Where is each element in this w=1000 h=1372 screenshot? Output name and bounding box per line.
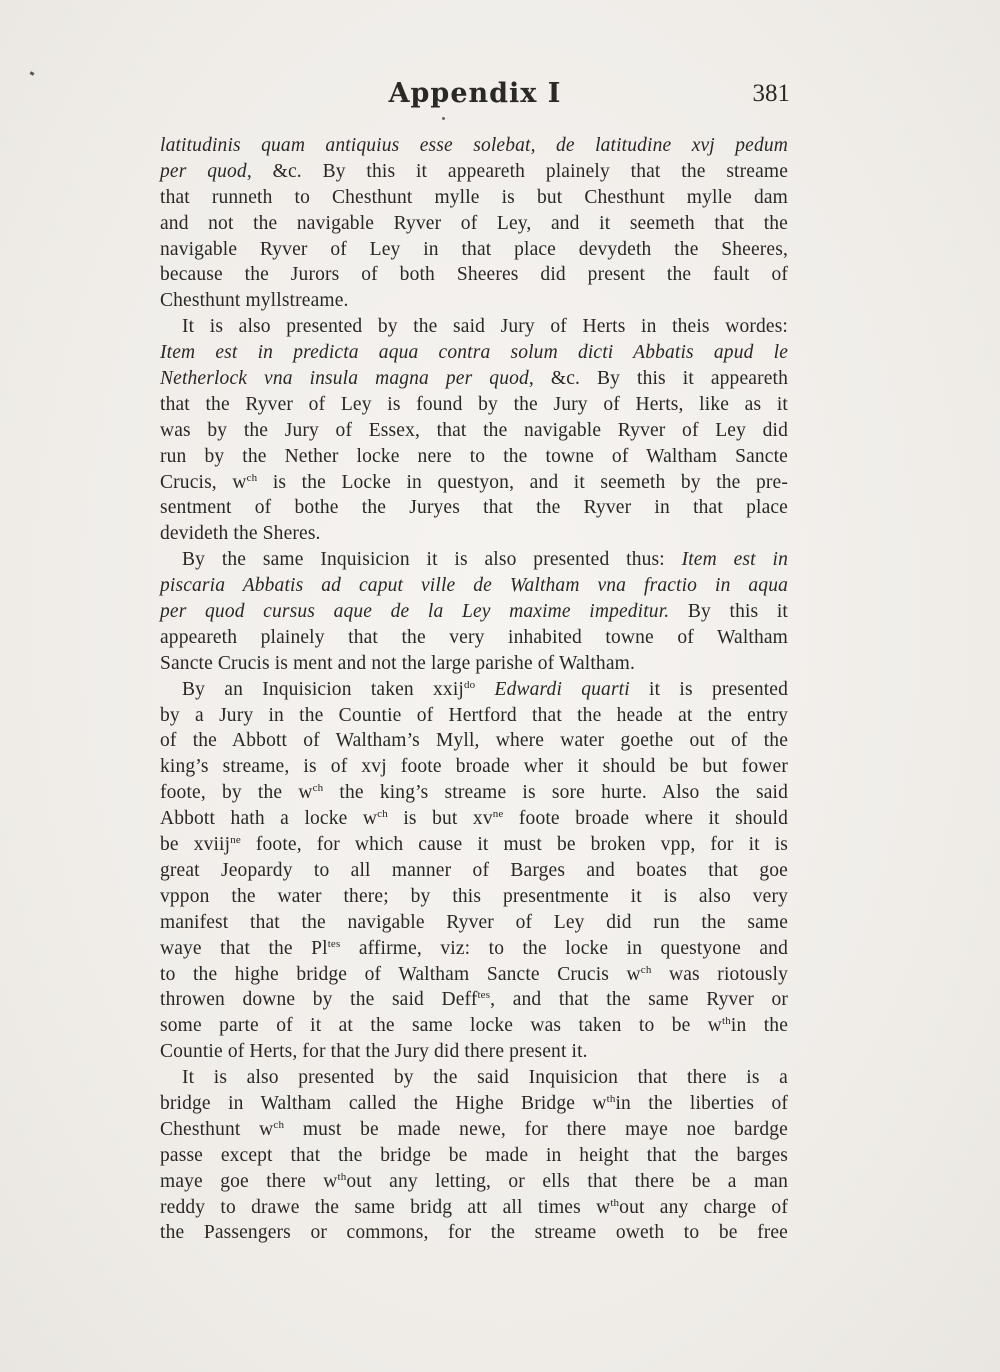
- print-speck-header: [442, 117, 445, 120]
- text-line: [160, 418, 788, 444]
- text-line: [160, 288, 788, 314]
- superscript-abbrev: ch: [377, 808, 388, 821]
- text-run: By this it: [669, 601, 788, 623]
- text-line: [160, 521, 788, 547]
- text-run: Chesthunt w: [160, 1118, 274, 1140]
- text-run: it is presented: [629, 678, 789, 700]
- text-run: vppon the water there; by this presentmente it is also very: [160, 885, 788, 907]
- text-line: [160, 1117, 788, 1143]
- text-run: Sancte Crucis is ment and not the large parishe of Waltham.: [160, 652, 635, 674]
- text-run: to the highe bridge of Waltham Sancte Crucis w: [160, 963, 641, 985]
- superscript-abbrev: th: [610, 1196, 620, 1209]
- text-line: [160, 858, 788, 884]
- text-run: Abbott hath a locke w: [160, 808, 378, 830]
- superscript-abbrev: ne: [492, 808, 504, 821]
- text-line: [160, 1195, 788, 1221]
- paragraph: [160, 677, 788, 1065]
- text-line: [160, 340, 788, 366]
- paragraph: [160, 547, 788, 676]
- text-line: [160, 1169, 788, 1195]
- text-line: [160, 366, 788, 392]
- text-line: [160, 651, 788, 677]
- text-run: Chesthunt myllstreame.: [160, 290, 349, 312]
- text-run: the Passengers or commons, for the streame oweth to be free: [160, 1222, 788, 1244]
- text-run: was riotously: [651, 963, 788, 985]
- text-line: [160, 625, 788, 651]
- text-line: [160, 547, 788, 573]
- text-run: devideth the Sheres.: [160, 523, 321, 545]
- text-line: [160, 211, 788, 237]
- text-run: foote, for which cause it must be broken vpp, for it is: [240, 834, 788, 856]
- text-run: by a Jury in the Countie of Hertford that the heade at the entry: [160, 704, 788, 726]
- text-run: &c. By this it appeareth plainely that the streame: [251, 160, 789, 182]
- text-run: is the Locke in questyon, and it seemeth by the pre-: [257, 471, 788, 493]
- text-run: out any charge of: [619, 1196, 788, 1218]
- text-line: [160, 677, 788, 703]
- latin-text: Edwardi quarti: [494, 678, 630, 700]
- superscript-abbrev: do: [463, 678, 476, 691]
- text-run: affirme, viz: to the locke in questyone and: [340, 937, 788, 959]
- text-run: It is also presented by the said Inquisicion that there is a: [182, 1067, 788, 1089]
- text-line: [160, 754, 788, 780]
- text-line: [160, 237, 788, 263]
- body-text: [160, 133, 788, 1246]
- text-line: [160, 573, 788, 599]
- text-run: foote broade where it should: [503, 808, 788, 830]
- text-run: maye goe there w: [160, 1170, 338, 1192]
- text-line: [160, 884, 788, 910]
- latin-text: per quod,: [160, 160, 252, 182]
- text-line: [160, 1013, 788, 1039]
- text-line: [160, 987, 788, 1013]
- text-run: the king’s streame is sore hurte. Also the said: [323, 782, 788, 804]
- text-run: &c. By this it appeareth: [533, 368, 788, 390]
- text-run: reddy to drawe the same bridg att all times w: [160, 1196, 611, 1218]
- text-run: Crucis, w: [160, 471, 247, 493]
- text-run: throwen downe by the said Deff: [160, 989, 478, 1011]
- text-line: [160, 1065, 788, 1091]
- text-line: [160, 444, 788, 470]
- text-line: [160, 962, 788, 988]
- superscript-abbrev: ch: [273, 1118, 285, 1131]
- text-run: It is also presented by the said Jury of Herts in theis wordes:: [182, 316, 788, 338]
- text-line: [160, 936, 788, 962]
- text-line: [160, 780, 788, 806]
- text-run: By an Inquisicion taken xxij: [182, 678, 464, 700]
- text-run: passe except that the bridge be made in height that the barges: [160, 1144, 788, 1166]
- superscript-abbrev: tes: [327, 937, 341, 950]
- superscript-abbrev: ch: [312, 782, 324, 795]
- text-line: [160, 1091, 788, 1117]
- latin-text: per quod cursus aque de la Ley maxime impeditur.: [160, 601, 670, 623]
- text-line: [160, 703, 788, 729]
- text-run: Countie of Herts, for that the Jury did there present it.: [160, 1041, 588, 1063]
- text-run: sentment of bothe the Juryes that the Ryver in that place: [160, 497, 788, 519]
- text-run: run by the Nether locke nere to the towne of Waltham Sancte: [160, 445, 788, 467]
- superscript-abbrev: ne: [230, 834, 241, 847]
- text-line: [160, 1220, 788, 1246]
- text-run: be xviij: [160, 834, 231, 856]
- latin-text: Item est in predicta aqua contra solum dicti Abbatis apud le: [160, 342, 788, 364]
- latin-text: Item est in: [681, 549, 788, 571]
- superscript-abbrev: th: [337, 1170, 347, 1183]
- text-run: foote, by the w: [160, 782, 313, 804]
- running-title: Appendix I: [388, 78, 562, 109]
- text-run: some parte of it at the same locke was taken to be w: [160, 1015, 723, 1037]
- text-run: and not the navigable Ryver of Ley, and it seemeth that the: [160, 212, 788, 234]
- latin-text: Netherlock vna insula magna per quod,: [160, 368, 534, 390]
- text-line: [160, 392, 788, 418]
- text-line: [160, 314, 788, 340]
- text-run: appeareth plainely that the very inhabited towne of Waltham: [160, 626, 788, 648]
- text-line: [160, 599, 788, 625]
- text-run: is but xv: [387, 808, 493, 830]
- text-run: of the Abbott of Waltham’s Myll, where water goethe out of the: [160, 730, 788, 752]
- superscript-abbrev: ch: [246, 471, 258, 484]
- superscript-abbrev: ch: [640, 963, 652, 976]
- latin-text: piscaria Abbatis ad caput ville de Waltham vna fractio in aqua: [160, 575, 788, 597]
- page-number: 381: [752, 80, 790, 107]
- text-line: [160, 159, 788, 185]
- text-line: [160, 262, 788, 288]
- print-speck: [30, 71, 35, 76]
- text-line: [160, 832, 788, 858]
- text-run: waye that the Pl: [160, 937, 328, 959]
- text-line: [160, 133, 788, 159]
- superscript-abbrev: tes: [477, 989, 491, 1002]
- text-run: , and that the same Ryver or: [490, 989, 788, 1011]
- text-run: navigable Ryver of Ley in that place devydeth the Sheeres,: [160, 238, 788, 260]
- text-run: was by the Jury of Essex, that the navigable Ryver of Ley did: [160, 419, 788, 441]
- text-run: in the liberties of: [615, 1092, 789, 1114]
- text-run: king’s streame, is of xvj foote broade wher it should be but fower: [160, 756, 788, 778]
- text-run: that runneth to Chesthunt mylle is but Chesthunt mylle dam: [160, 186, 788, 208]
- text-run: must be made newe, for there maye noe bardge: [284, 1118, 788, 1140]
- text-line: [160, 470, 788, 496]
- paragraph: [160, 133, 788, 314]
- text-run: out any letting, or ells that there be a man: [346, 1170, 788, 1192]
- paragraph: [160, 314, 788, 547]
- text-run: manifest that the navigable Ryver of Ley did run the same: [160, 911, 788, 933]
- superscript-abbrev: th: [606, 1092, 616, 1105]
- text-run: in the: [730, 1015, 788, 1037]
- text-run: bridge in Waltham called the Highe Bridge w: [160, 1092, 607, 1114]
- text-line: [160, 806, 788, 832]
- text-run: By the same Inquisicion it is also presented thus:: [182, 549, 682, 571]
- text-line: [160, 1143, 788, 1169]
- text-line: [160, 728, 788, 754]
- text-line: [160, 185, 788, 211]
- text-run: that the Ryver of Ley is found by the Jury of Herts, like as it: [160, 393, 788, 415]
- superscript-abbrev: th: [722, 1015, 731, 1028]
- paragraph: [160, 1065, 788, 1246]
- text-run: [475, 679, 494, 700]
- text-run: because the Jurors of both Sheeres did present the fault of: [160, 264, 788, 286]
- page-header: [160, 78, 790, 118]
- text-line: [160, 1039, 788, 1065]
- text-run: great Jeopardy to all manner of Barges and boates that goe: [160, 859, 788, 881]
- text-line: [160, 910, 788, 936]
- latin-text: latitudinis quam antiquius esse solebat, de latitudine xvj pedum: [160, 135, 788, 156]
- text-line: [160, 495, 788, 521]
